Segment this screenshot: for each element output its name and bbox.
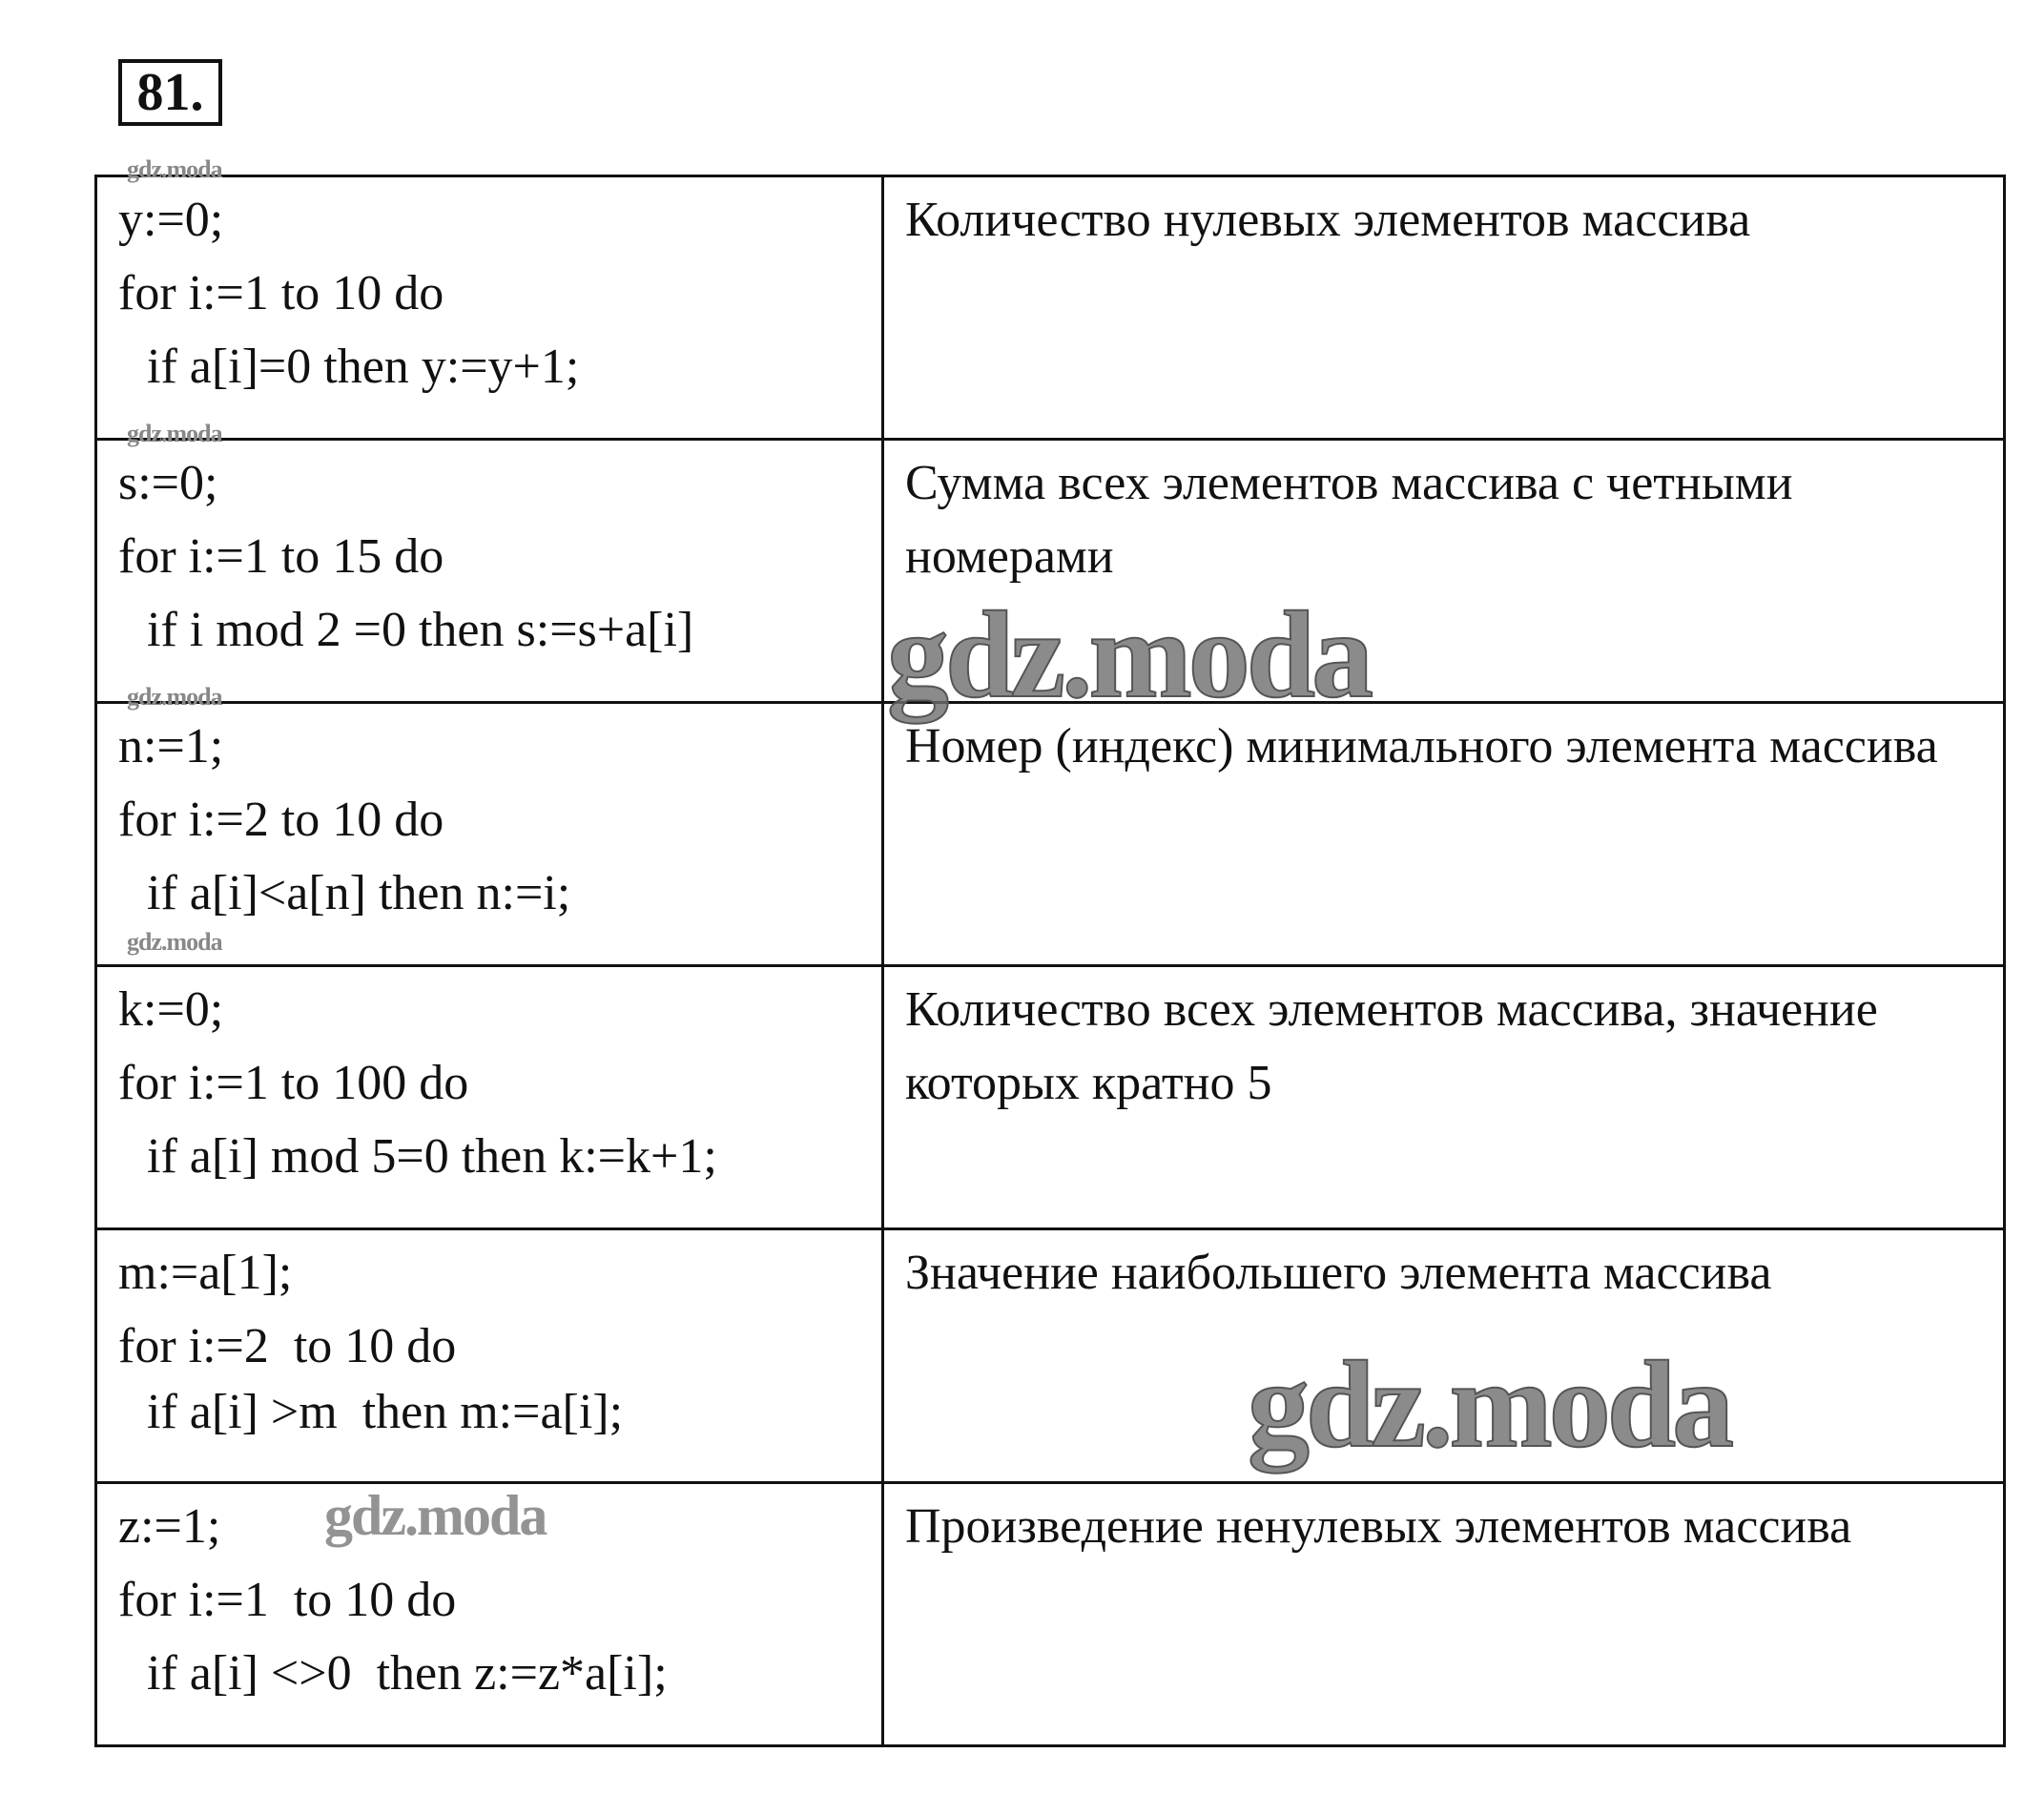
watermark: gdz.moda [127, 420, 222, 447]
code-cell [96, 703, 883, 966]
code-line: s:=0; [118, 456, 218, 510]
description-cell: Номер (индекс) минимального элемента массива [883, 703, 2005, 966]
description-cell: Значение наибольшего элемента массива [883, 1229, 2005, 1483]
table-row [96, 703, 2005, 966]
code-line: if a[i]=0 then y:=y+1; [147, 340, 580, 394]
description-cell: Количество нулевых элементов массива [883, 176, 2005, 440]
code-cell [96, 966, 883, 1229]
watermark: gdz.moda [127, 683, 222, 711]
code-line: z:=1; [118, 1499, 221, 1554]
code-line: for i:=2 to 10 do [118, 1319, 457, 1373]
watermark: gdz.moda [1248, 1336, 1731, 1474]
code-cell [96, 440, 883, 703]
code-line: if a[i]<a[n] then n:=i; [147, 866, 571, 920]
code-line: for i:=1 to 10 do [118, 266, 444, 320]
table-row [96, 176, 2005, 440]
watermark: gdz.moda [127, 928, 222, 956]
code-line: if i mod 2 =0 then s:=s+a[i] [147, 603, 694, 657]
code-line: for i:=2 to 10 do [118, 793, 444, 847]
code-cell [96, 176, 883, 440]
code-line: y:=0; [118, 193, 224, 247]
code-line: for i:=1 to 10 do [118, 1573, 457, 1627]
code-line: n:=1; [118, 719, 224, 773]
code-line: for i:=1 to 100 do [118, 1056, 469, 1110]
code-line: for i:=1 to 15 do [118, 529, 444, 584]
code-cell [96, 1229, 883, 1483]
code-line: if a[i] <>0 then z:=z*a[i]; [147, 1646, 668, 1701]
watermark: gdz.moda [127, 155, 222, 183]
code-line: if a[i] >m then m:=a[i]; [147, 1385, 624, 1439]
task-number: 81. [118, 59, 222, 126]
code-line: if a[i] mod 5=0 then k:=k+1; [147, 1129, 717, 1184]
code-line: m:=a[1]; [118, 1246, 293, 1300]
watermark: gdz.moda [324, 1484, 547, 1547]
description-cell: Произведение ненулевых элементов массива [883, 1483, 2005, 1746]
description-cell: Сумма всех элементов массива с четными номерами [883, 440, 2005, 703]
watermark: gdz.moda [887, 587, 1371, 724]
description-cell: Количество всех элементов массива, значение которых кратно 5 [883, 966, 2005, 1229]
code-line: k:=0; [118, 982, 224, 1037]
table-row [96, 966, 2005, 1229]
